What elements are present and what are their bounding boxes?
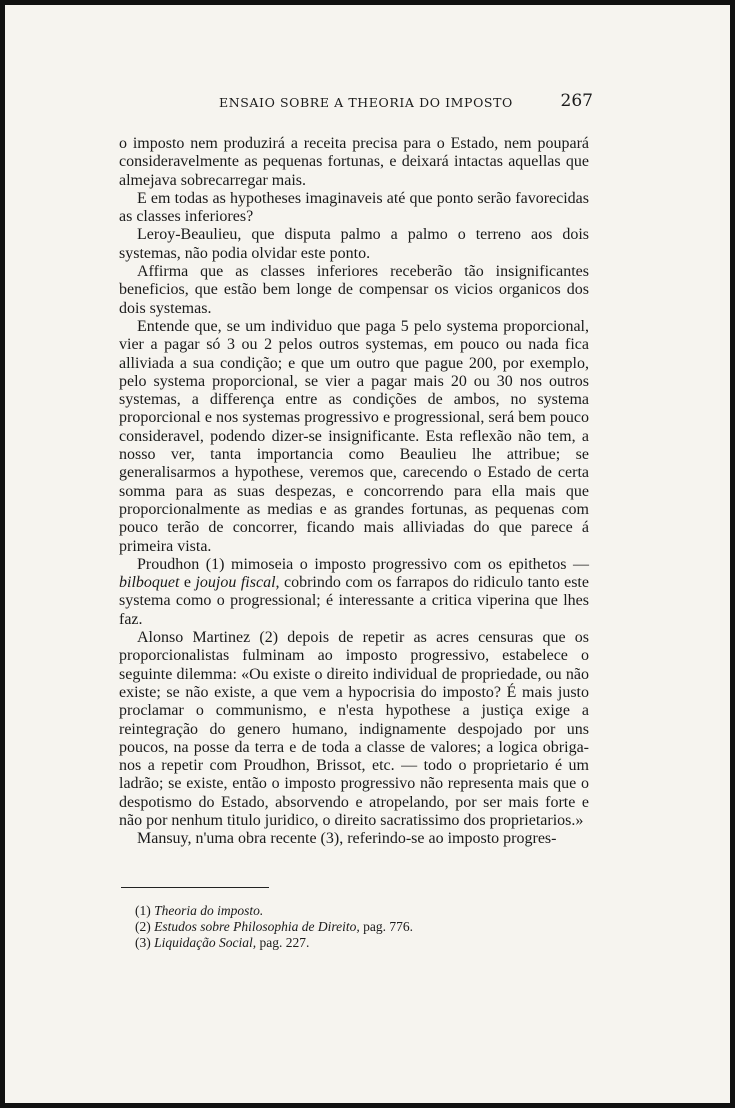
paragraph-4: Affirma que as classes inferiores receberão tão insignificantes beneficios, que estão bem longe de compensar os vicios organicos dos dois systemas.	[119, 263, 589, 317]
footnote-rule	[121, 887, 269, 888]
footnote-rest: pag. 227.	[256, 935, 310, 950]
paragraph-1: o imposto nem produzirá a receita precisa para o Estado, nem poupará consideravelmente as pequenas fortunas, e deixará intactas aquellas que almejava sobrecarregar mais.	[119, 135, 589, 189]
footnote-title: Theoria do imposto.	[154, 903, 264, 918]
running-title: ENSAIO SOBRE A THEORIA DO IMPOSTO	[219, 95, 513, 110]
footnote-marker: (3)	[135, 935, 151, 950]
footnotes	[135, 903, 575, 951]
paragraph-8: Mansuy, n'uma obra recente (3), referindo-se ao imposto progres-	[137, 830, 557, 848]
footnote-3	[135, 935, 575, 951]
paragraph-6-before: Proudhon (1) mimoseia o imposto progressivo com os epithetos —	[137, 555, 589, 573]
paragraph-3: Leroy-Beaulieu, que disputa palmo a palmo o terreno aos dois systemas, não podia olvidar este ponto.	[119, 226, 589, 262]
footnote-2	[135, 919, 575, 935]
footnote-title: Estudos sobre Philosophia de Direito,	[154, 919, 360, 934]
paragraph-6-italic-bilboquet: bilboquet	[119, 574, 180, 592]
paragraph-6-after: cobrindo com os farrapos do ridiculo tanto este systema como o progressional; é interessante a critica viperina que lhes faz.	[119, 574, 589, 628]
paragraph-6-middle: e	[179, 574, 196, 592]
paragraph-6-italic-joujou-fiscal: joujou fiscal,	[195, 574, 280, 592]
paragraph-7: Alonso Martinez (2) depois de repetir as acres censuras que os proporcionalistas fulminam ao imposto progressivo, estabelece o seguinte dilemma: «Ou existe o direito individual de propriedade, ou não existe; se não existe, a que vem a hypocrisia do imposto? É mais justo proclamar o communismo, e n'esta hypothese a justiça exige a reintegração do genero humano, indignamente despojado por uns poucos, na posse da terra e de toda a classe de valores; a logica obriga-nos a repetir com Proudhon, Brissot, etc. — todo o proprietario é um ladrão; se existe, então o imposto progressivo não representa mais que o despotismo do Estado, absorvendo e atropelando, por ser mais forte e não por nenhum titulo juridico, o direito sacratissimo dos proprietarios.»	[119, 629, 589, 829]
page-number: 267	[560, 91, 593, 111]
footnote-marker: (1)	[135, 903, 151, 918]
footnote-rest: pag. 776.	[359, 919, 413, 934]
paragraph-2: E em todas as hypotheses imaginaveis até que ponto serão favorecidas as classes inferiores?	[119, 189, 589, 226]
page-header	[115, 91, 593, 115]
paragraph-6	[119, 556, 589, 629]
footnote-title: Liquidação Social,	[154, 935, 257, 950]
footnote-1	[135, 903, 575, 919]
body-text	[119, 135, 589, 849]
footnote-marker: (2)	[135, 919, 151, 934]
paragraph-5: Entende que, se um individuo que paga 5 pelo systema proporcional, vier a pagar só 3 ou 2 pelos outros systemas, em pouco ou nada fica alliviada a sua condição; e que um outro que pague 200, por exemplo, pelo systema proporcional, se vier a pagar mais 20 ou 30 nos outros systemas, a differença entre as condições de ambos, no systema proporcional e nos systemas progressivo e progressional, será bem pouco consideravel, podendo dizer-se insignificante. Esta reflexão não tem, a nosso ver, tanta importancia como Beaulieu lhe attribue; se generalisarmos a hypothese, veremos que, carecendo o Estado de certa somma para as suas despezas, e concorrendo para ella mais que proporcionalmente as medias e as grandes fortunas, as pequenas com pouco terão de concorrer, ficando mais alliviadas do que parece á primeira vista.	[119, 317, 589, 555]
